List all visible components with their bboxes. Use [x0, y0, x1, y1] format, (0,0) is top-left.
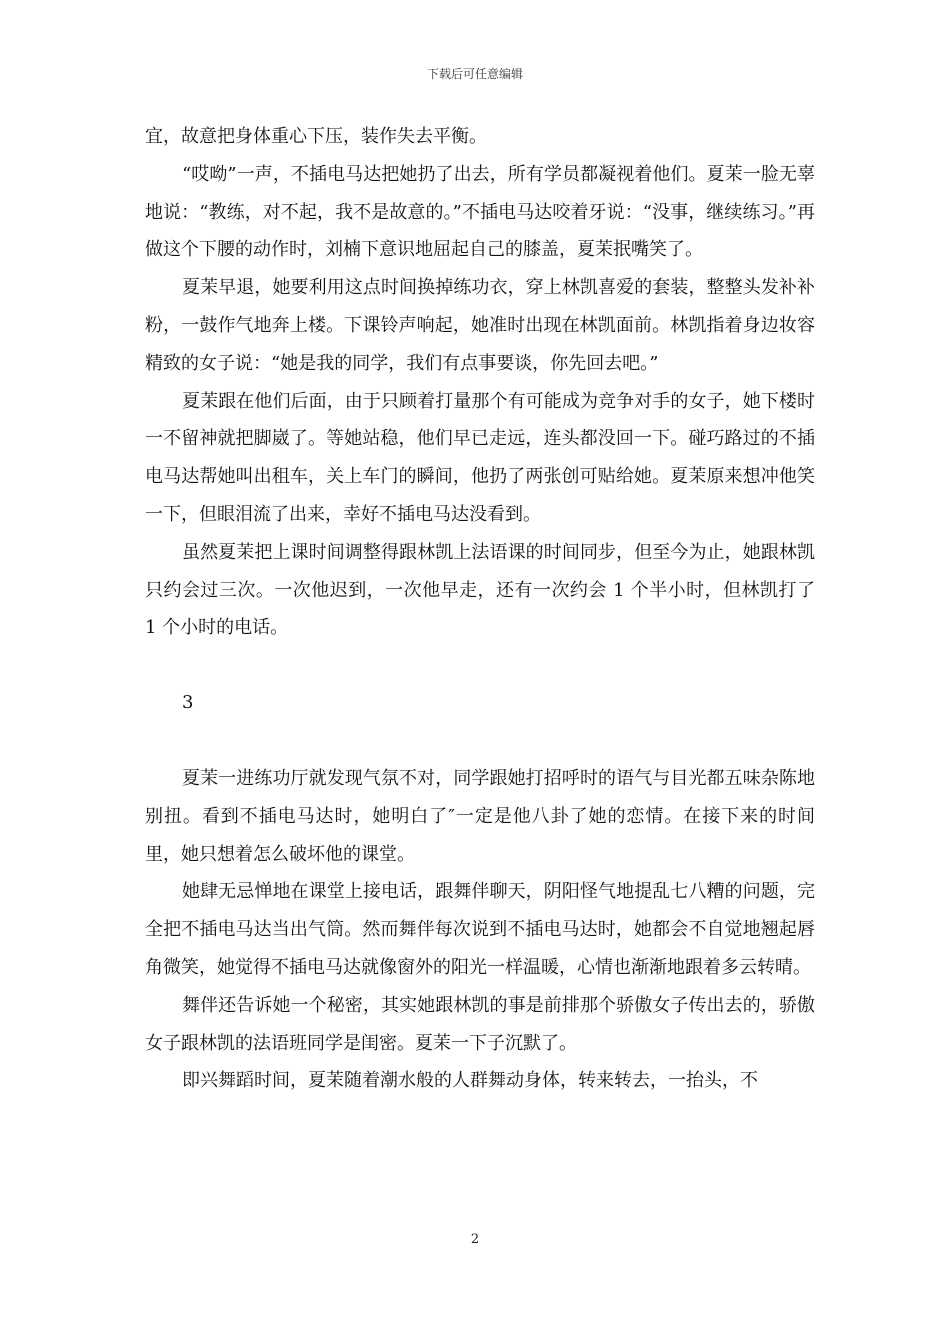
- page-number: 2: [470, 1232, 480, 1247]
- paragraph: “哎呦”一声，不插电马达把她扔了出去，所有学员都凝视着他们。夏茉一脸无辜地说：“教练，对不起，我不是故意的。”不插电马达咬着牙说：“没事，继续练习。”再做这个下腰的动作时，刘楠下意识地屈起自己的膝盖，夏茉抿嘴笑了。: [145, 163, 815, 261]
- document-body: [145, 118, 815, 1100]
- section-number: 3: [182, 692, 194, 714]
- section-spacer: [145, 647, 815, 684]
- paragraph: 宜，故意把身体重心下压，装作失去平衡。: [145, 126, 487, 147]
- page-header: 下载后可任意编辑: [426, 67, 523, 81]
- paragraph: 虽然夏茉把上课时间调整得跟林凯上法语课的时间同步，但至今为止，她跟林凯只约会过三次。一次他迟到，一次他早走，还有一次约会 1 个半小时，但林凯打了 1 个小时的电话。: [145, 541, 815, 639]
- section-spacer: [145, 722, 815, 760]
- paragraph: 她肆无忌惮地在课堂上接电话，跟舞伴聊天，阴阳怪气地提乱七八糟的问题，完全把不插电马达当出气筒。然而舞伴每次说到不插电马达时，她都会不自觉地翘起唇角微笑，她觉得不插电马达就像窗外的阳光一样温暖，心情也渐渐地跟着多云转晴。: [145, 881, 815, 978]
- paragraph: 夏茉一进练功厅就发现气氛不对，同学跟她打招呼时的语气与目光都五味杂陈地别扭。看到不插电马达时，她明白了″一定是他八卦了她的恋情。在接下来的时间里，她只想着怎么破坏他的课堂。: [145, 767, 815, 865]
- paragraph: 夏茉跟在他们后面，由于只顾着打量那个有可能成为竞争对手的女子，她下楼时一不留神就把脚崴了。等她站稳，他们早已走远，连头都没回一下。碰巧路过的不插电马达帮她叫出租车，关上车门的瞬间，他扔了两张创可贴给她。夏茉原来想冲他笑一下，但眼泪流了出来，幸好不插电马达没看到。: [145, 390, 815, 525]
- paragraph: 即兴舞蹈时间，夏茉随着潮水般的人群舞动身体，转来转去，一抬头，不: [182, 1070, 758, 1092]
- paragraph: 舞伴还告诉她一个秘密，其实她跟林凯的事是前排那个骄傲女子传出去的，骄傲女子跟林凯的法语班同学是闺密。夏茉一下子沉默了。: [145, 994, 815, 1054]
- paragraph: 夏茉早退，她要利用这点时间换掉练功衣，穿上林凯喜爱的套装，整整头发补补粉，一鼓作气地奔上楼。下课铃声响起，她准时出现在林凯面前。林凯指着身边妆容精致的女子说：“她是我的同学，我们有点事要谈，你先回去吧。”: [145, 277, 815, 374]
